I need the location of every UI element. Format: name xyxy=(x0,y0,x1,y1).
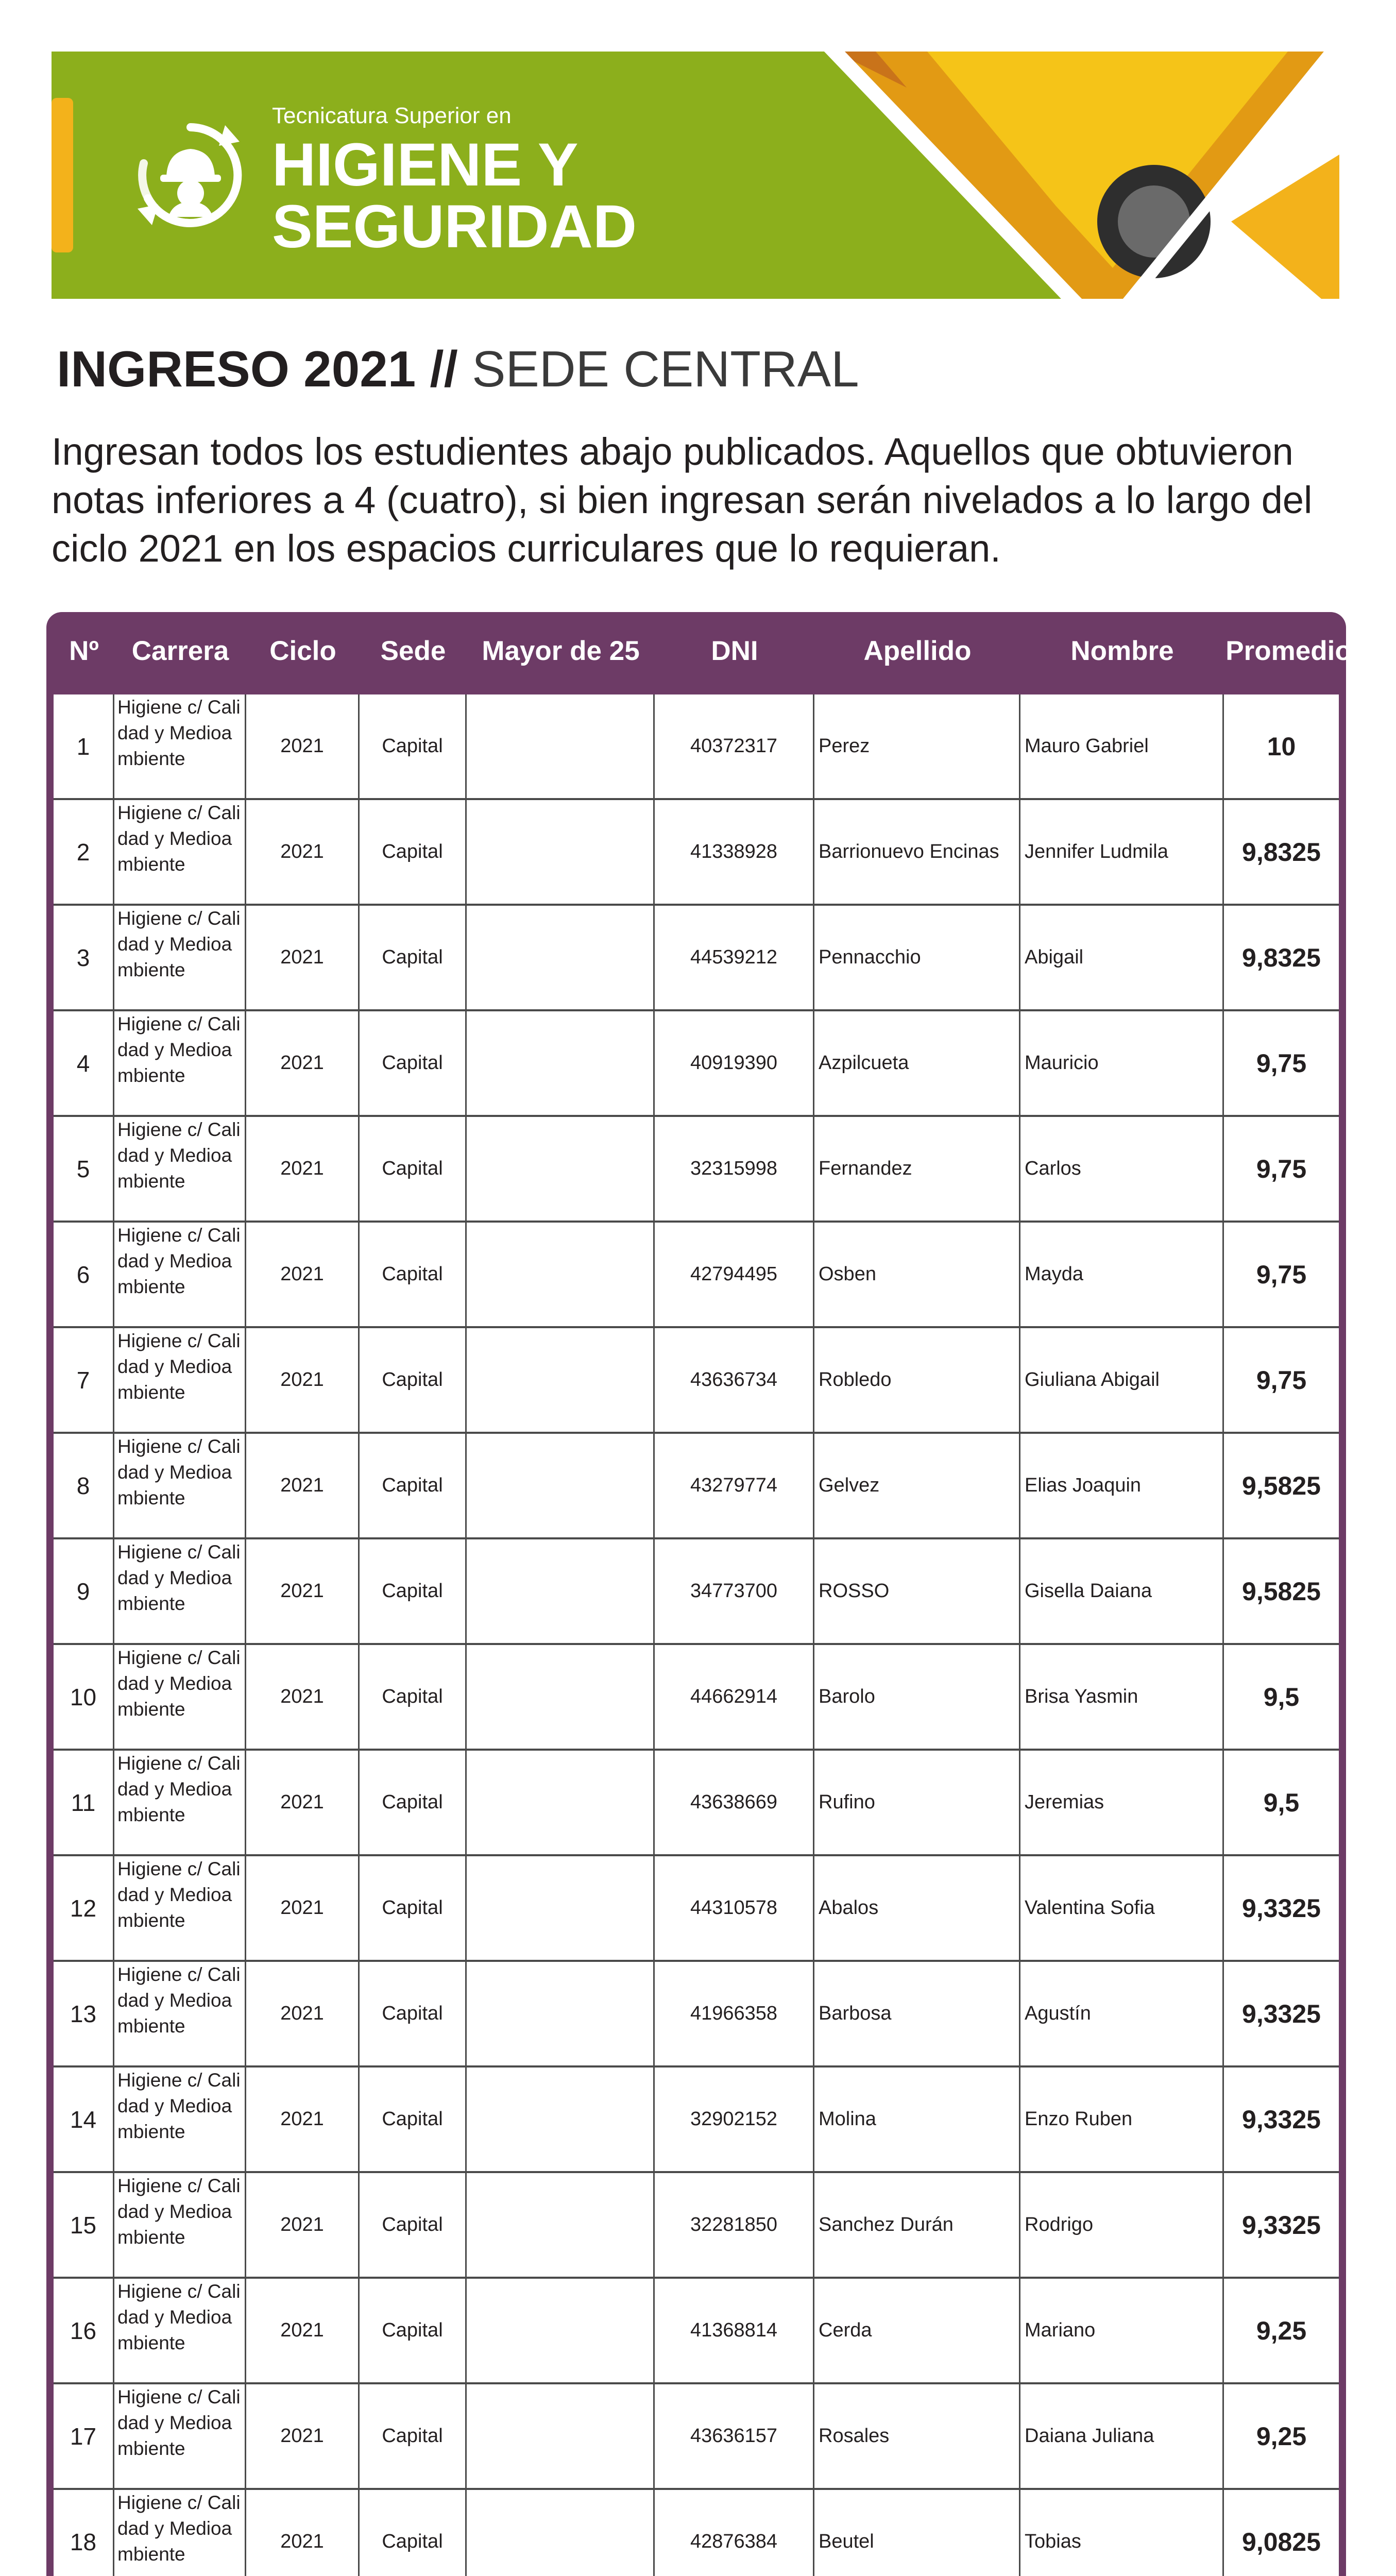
cell-mayor-25 xyxy=(467,1434,655,1537)
cell-ciclo: 2021 xyxy=(246,2490,360,2576)
cell-nombre: Gisella Daiana xyxy=(1020,1539,1224,1643)
cell-mayor-25 xyxy=(467,2067,655,2171)
column-header: Carrera xyxy=(131,636,229,666)
table-row xyxy=(54,2490,1339,2576)
cell-apellido: Barolo xyxy=(814,1645,1020,1749)
cell-promedio: 9,5 xyxy=(1263,1682,1300,1711)
cell-dni: 44539212 xyxy=(655,906,814,1009)
header-banner xyxy=(52,52,1339,299)
column-header: Promedio xyxy=(1225,636,1352,666)
cell-promedio: 10 xyxy=(1267,732,1296,761)
page-title-light: SEDE CENTRAL xyxy=(472,341,859,397)
cell-ciclo: 2021 xyxy=(246,1011,360,1115)
results-table xyxy=(46,612,1352,2576)
cell-mayor-25 xyxy=(467,1645,655,1749)
banner-background xyxy=(52,52,1339,299)
cell-mayor-25 xyxy=(467,2384,655,2488)
column-header: Ciclo xyxy=(269,636,336,666)
cell-promedio: 9,25 xyxy=(1256,2316,1307,2345)
cell-sede: Capital xyxy=(360,1328,467,1432)
cell-dni: 44662914 xyxy=(655,1645,814,1749)
cell-promedio: 9,75 xyxy=(1256,1048,1307,1078)
table-row xyxy=(54,800,1339,906)
cell-mayor-25 xyxy=(467,2173,655,2277)
cell-apellido: Osben xyxy=(814,1223,1020,1326)
cell-apellido: Abalos xyxy=(814,1856,1020,1960)
cell-ciclo: 2021 xyxy=(246,1223,360,1326)
cell-sede: Capital xyxy=(360,2490,467,2576)
cell-mayor-25 xyxy=(467,1856,655,1960)
cell-mayor-25 xyxy=(467,2279,655,2382)
cell-mayor-25 xyxy=(467,1328,655,1432)
cell-sede: Capital xyxy=(360,800,467,904)
cell-carrera: Higiene c/ Calidad y Medioambiente xyxy=(114,694,246,798)
cell-apellido: Pennacchio xyxy=(814,906,1020,1009)
cell-apellido: Rufino xyxy=(814,1751,1020,1854)
cell-dni: 32281850 xyxy=(655,2173,814,2277)
cell-promedio: 9,75 xyxy=(1256,1154,1307,1183)
table-row xyxy=(54,1645,1339,1751)
column-header: Nombre xyxy=(1070,636,1174,666)
cell-number: 18 xyxy=(54,2490,114,2576)
cell-promedio: 9,25 xyxy=(1256,2421,1307,2451)
cell-ciclo: 2021 xyxy=(246,2279,360,2382)
cell-carrera: Higiene c/ Calidad y Medioambiente xyxy=(114,1856,246,1960)
cell-sede: Capital xyxy=(360,2067,467,2171)
cell-mayor-25 xyxy=(467,2490,655,2576)
cell-dni: 40919390 xyxy=(655,1011,814,1115)
cell-carrera: Higiene c/ Calidad y Medioambiente xyxy=(114,800,246,904)
banner-title-line1: HIGIENE Y xyxy=(272,131,578,199)
cell-mayor-25 xyxy=(467,1117,655,1221)
banner-title xyxy=(272,131,637,261)
cell-sede: Capital xyxy=(360,694,467,798)
cell-ciclo: 2021 xyxy=(246,2173,360,2277)
cell-carrera: Higiene c/ Calidad y Medioambiente xyxy=(114,906,246,1009)
cell-promedio: 9,5825 xyxy=(1242,1577,1321,1606)
cell-number: 1 xyxy=(54,694,114,798)
cell-apellido: Gelvez xyxy=(814,1434,1020,1537)
cell-number: 11 xyxy=(54,1751,114,1854)
cell-ciclo: 2021 xyxy=(246,2384,360,2488)
cell-ciclo: 2021 xyxy=(246,800,360,904)
cell-sede: Capital xyxy=(360,2384,467,2488)
cell-nombre: Carlos xyxy=(1020,1117,1224,1221)
cell-nombre: Tobias xyxy=(1020,2490,1224,2576)
cell-ciclo: 2021 xyxy=(246,1856,360,1960)
cell-ciclo: 2021 xyxy=(246,1328,360,1432)
table-row xyxy=(54,2279,1339,2384)
cell-nombre: Mauro Gabriel xyxy=(1020,694,1224,798)
cell-carrera: Higiene c/ Calidad y Medioambiente xyxy=(114,1011,246,1115)
cell-nombre: Brisa Yasmin xyxy=(1020,1645,1224,1749)
cell-apellido: Sanchez Durán xyxy=(814,2173,1020,2277)
cell-sede: Capital xyxy=(360,2173,467,2277)
table-header xyxy=(46,612,1352,690)
cell-dni: 43279774 xyxy=(655,1434,814,1537)
cell-number: 5 xyxy=(54,1117,114,1221)
table-body xyxy=(54,694,1339,2576)
cell-mayor-25 xyxy=(467,694,655,798)
page-title-bold: INGRESO 2021 // xyxy=(57,341,458,397)
cell-carrera: Higiene c/ Calidad y Medioambiente xyxy=(114,1645,246,1749)
column-header: Nº xyxy=(69,636,99,666)
banner-title-line2: SEGURIDAD xyxy=(272,193,637,261)
cell-nombre: Mariano xyxy=(1020,2279,1224,2382)
cell-dni: 43636157 xyxy=(655,2384,814,2488)
cell-number: 10 xyxy=(54,1645,114,1749)
cell-sede: Capital xyxy=(360,1962,467,2065)
cell-sede: Capital xyxy=(360,1751,467,1854)
cell-nombre: Jennifer Ludmila xyxy=(1020,800,1224,904)
cell-apellido: Azpilcueta xyxy=(814,1011,1020,1115)
cell-dni: 42794495 xyxy=(655,1223,814,1326)
cell-carrera: Higiene c/ Calidad y Medioambiente xyxy=(114,1962,246,2065)
cell-ciclo: 2021 xyxy=(246,2067,360,2171)
cell-apellido: Barrionuevo Encinas xyxy=(814,800,1020,904)
table-row xyxy=(54,1539,1339,1645)
cell-number: 15 xyxy=(54,2173,114,2277)
cell-nombre: Daiana Juliana xyxy=(1020,2384,1224,2488)
cell-promedio: 9,0825 xyxy=(1242,2527,1321,2556)
cell-mayor-25 xyxy=(467,906,655,1009)
cell-dni: 43636734 xyxy=(655,1328,814,1432)
cell-nombre: Enzo Ruben xyxy=(1020,2067,1224,2171)
table-row xyxy=(54,1434,1339,1539)
cell-mayor-25 xyxy=(467,1011,655,1115)
column-header: Sede xyxy=(380,636,446,666)
cell-apellido: Robledo xyxy=(814,1328,1020,1432)
cell-number: 3 xyxy=(54,906,114,1009)
cell-number: 7 xyxy=(54,1328,114,1432)
cell-ciclo: 2021 xyxy=(246,1117,360,1221)
cell-promedio: 9,3325 xyxy=(1242,2210,1321,2240)
cell-number: 12 xyxy=(54,1856,114,1960)
cell-promedio: 9,75 xyxy=(1256,1365,1307,1395)
table-row xyxy=(54,2067,1339,2173)
cell-number: 4 xyxy=(54,1011,114,1115)
cell-promedio: 9,3325 xyxy=(1242,1893,1321,1923)
safety-helmet-logo-icon xyxy=(137,121,245,229)
cell-mayor-25 xyxy=(467,800,655,904)
cell-sede: Capital xyxy=(360,1539,467,1643)
cell-carrera: Higiene c/ Calidad y Medioambiente xyxy=(114,2490,246,2576)
cell-sede: Capital xyxy=(360,1223,467,1326)
cell-dni: 44310578 xyxy=(655,1856,814,1960)
cell-nombre: Valentina Sofia xyxy=(1020,1856,1224,1960)
cell-number: 2 xyxy=(54,800,114,904)
cell-nombre: Elias Joaquin xyxy=(1020,1434,1224,1537)
table-row xyxy=(54,1011,1339,1117)
cell-sede: Capital xyxy=(360,1434,467,1537)
cell-apellido: Fernandez xyxy=(814,1117,1020,1221)
table-row xyxy=(54,694,1339,800)
table-row xyxy=(54,1117,1339,1223)
cell-number: 9 xyxy=(54,1539,114,1643)
cell-sede: Capital xyxy=(360,1117,467,1221)
table-row xyxy=(54,1962,1339,2067)
cell-carrera: Higiene c/ Calidad y Medioambiente xyxy=(114,1328,246,1432)
cell-mayor-25 xyxy=(467,1962,655,2065)
page-title xyxy=(57,340,859,398)
cell-sede: Capital xyxy=(360,1645,467,1749)
cell-carrera: Higiene c/ Calidad y Medioambiente xyxy=(114,1751,246,1854)
cell-nombre: Mauricio xyxy=(1020,1011,1224,1115)
table-row xyxy=(54,906,1339,1011)
table-row xyxy=(54,1328,1339,1434)
cell-dni: 32315998 xyxy=(655,1117,814,1221)
cell-dni: 42876384 xyxy=(655,2490,814,2576)
cell-apellido: Beutel xyxy=(814,2490,1020,2576)
cell-nombre: Rodrigo xyxy=(1020,2173,1224,2277)
cell-promedio: 9,8325 xyxy=(1242,943,1321,972)
cell-dni: 34773700 xyxy=(655,1539,814,1643)
column-header: Apellido xyxy=(863,636,972,666)
cell-sede: Capital xyxy=(360,906,467,1009)
cell-sede: Capital xyxy=(360,2279,467,2382)
cell-carrera: Higiene c/ Calidad y Medioambiente xyxy=(114,2173,246,2277)
cell-nombre: Giuliana Abigail xyxy=(1020,1328,1224,1432)
cell-carrera: Higiene c/ Calidad y Medioambiente xyxy=(114,1539,246,1643)
cell-mayor-25 xyxy=(467,1223,655,1326)
cell-promedio: 9,5825 xyxy=(1242,1471,1321,1500)
cell-ciclo: 2021 xyxy=(246,1434,360,1537)
cell-number: 16 xyxy=(54,2279,114,2382)
cell-nombre: Mayda xyxy=(1020,1223,1224,1326)
cell-carrera: Higiene c/ Calidad y Medioambiente xyxy=(114,2067,246,2171)
cell-promedio: 9,75 xyxy=(1256,1260,1307,1289)
cell-nombre: Agustín xyxy=(1020,1962,1224,2065)
intro-paragraph: Ingresan todos los estudientes abajo publicados. Aquellos que obtuvieron notas inferiores a 4 (cuatro), si bien ingresan serán nivelados a lo largo del ciclo 2021 en los espacios curriculares que lo requieran. xyxy=(52,430,1313,570)
table-row xyxy=(54,2384,1339,2490)
table-row xyxy=(54,1751,1339,1856)
cell-carrera: Higiene c/ Calidad y Medioambiente xyxy=(114,2279,246,2382)
cell-promedio: 9,5 xyxy=(1263,1788,1300,1817)
cell-promedio: 9,8325 xyxy=(1242,837,1321,867)
cell-ciclo: 2021 xyxy=(246,1539,360,1643)
cell-carrera: Higiene c/ Calidad y Medioambiente xyxy=(114,1223,246,1326)
cell-apellido: ROSSO xyxy=(814,1539,1020,1643)
cell-dni: 40372317 xyxy=(655,694,814,798)
cell-carrera: Higiene c/ Calidad y Medioambiente xyxy=(114,1434,246,1537)
table-row xyxy=(54,2173,1339,2279)
cell-dni: 41338928 xyxy=(655,800,814,904)
cell-ciclo: 2021 xyxy=(246,694,360,798)
cell-nombre: Jeremias xyxy=(1020,1751,1224,1854)
cell-carrera: Higiene c/ Calidad y Medioambiente xyxy=(114,2384,246,2488)
cell-promedio: 9,3325 xyxy=(1242,2105,1321,2134)
cell-dni: 41368814 xyxy=(655,2279,814,2382)
cell-number: 8 xyxy=(54,1434,114,1537)
cell-dni: 41966358 xyxy=(655,1962,814,2065)
cell-apellido: Molina xyxy=(814,2067,1020,2171)
cell-dni: 32902152 xyxy=(655,2067,814,2171)
cell-ciclo: 2021 xyxy=(246,906,360,1009)
cell-ciclo: 2021 xyxy=(246,1645,360,1749)
banner-subtitle: Tecnicatura Superior en xyxy=(272,103,512,128)
cell-carrera: Higiene c/ Calidad y Medioambiente xyxy=(114,1117,246,1221)
cell-sede: Capital xyxy=(360,1856,467,1960)
cell-promedio: 9,3325 xyxy=(1242,1999,1321,2028)
cell-sede: Capital xyxy=(360,1011,467,1115)
cell-ciclo: 2021 xyxy=(246,1962,360,2065)
cell-mayor-25 xyxy=(467,1539,655,1643)
cell-dni: 43638669 xyxy=(655,1751,814,1854)
cell-apellido: Barbosa xyxy=(814,1962,1020,2065)
cell-number: 6 xyxy=(54,1223,114,1326)
cell-number: 17 xyxy=(54,2384,114,2488)
cell-number: 13 xyxy=(54,1962,114,2065)
cell-apellido: Perez xyxy=(814,694,1020,798)
cell-ciclo: 2021 xyxy=(246,1751,360,1854)
cell-apellido: Cerda xyxy=(814,2279,1020,2382)
column-header: Mayor de 25 xyxy=(482,636,640,666)
table-row xyxy=(54,1856,1339,1962)
table-row xyxy=(54,1223,1339,1328)
cell-number: 14 xyxy=(54,2067,114,2171)
cell-apellido: Rosales xyxy=(814,2384,1020,2488)
column-header: DNI xyxy=(711,636,758,666)
cell-nombre: Abigail xyxy=(1020,906,1224,1009)
cell-mayor-25 xyxy=(467,1751,655,1854)
